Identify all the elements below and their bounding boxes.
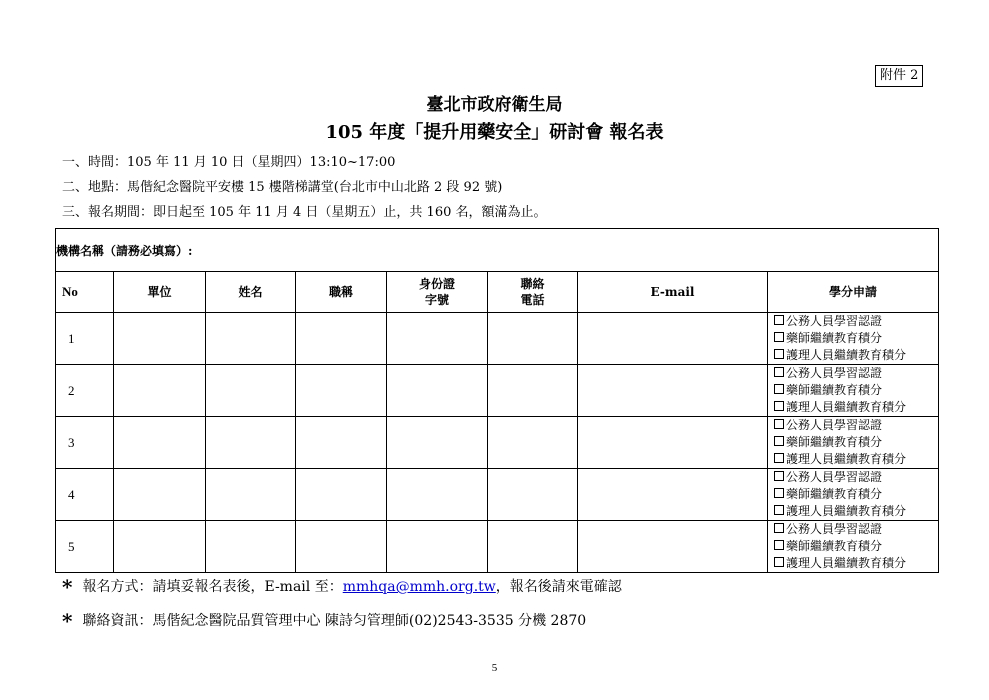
credit-option[interactable]: [774, 434, 938, 451]
email-cell[interactable]: [578, 313, 768, 365]
credit-option-label: 藥師繼續教育積分: [786, 487, 883, 501]
title-agency: 臺北市政府衛生局: [426, 95, 563, 115]
header-title: 職稱: [296, 272, 387, 313]
email-cell[interactable]: [578, 365, 768, 417]
info-time: 一、時間：105 年 11 月 10 日（星期四）13:10~17:00: [62, 155, 396, 170]
name-cell[interactable]: [206, 365, 296, 417]
credit-option[interactable]: [774, 417, 938, 434]
credit-option[interactable]: [774, 503, 938, 520]
email-cell[interactable]: [578, 417, 768, 469]
name-cell[interactable]: [206, 469, 296, 521]
credit-option[interactable]: [774, 521, 938, 538]
credit-option-label: 護理人員繼續教育積分: [786, 400, 907, 414]
unit-cell[interactable]: [114, 365, 206, 417]
title-cell[interactable]: [296, 365, 387, 417]
credit-option[interactable]: [774, 469, 938, 486]
credit-option-label: 公務人員學習認證: [786, 522, 883, 536]
id-cell[interactable]: [387, 469, 488, 521]
unit-cell[interactable]: [114, 521, 206, 573]
phone-cell[interactable]: [488, 469, 578, 521]
checkbox-icon[interactable]: [774, 540, 784, 550]
credit-option[interactable]: [774, 555, 938, 572]
credit-option-label: 公務人員學習認證: [786, 470, 883, 484]
name-cell[interactable]: [206, 521, 296, 573]
credit-option-label: 護理人員繼續教育積分: [786, 556, 907, 570]
credit-option-label: 公務人員學習認證: [786, 366, 883, 380]
credit-cell: [768, 313, 939, 365]
checkbox-icon[interactable]: [774, 419, 784, 429]
table-header-row: [56, 272, 939, 313]
email-cell[interactable]: [578, 521, 768, 573]
registration-suffix: ，報名後請來電確認: [495, 579, 622, 595]
checkbox-icon[interactable]: [774, 367, 784, 377]
table-row: [56, 469, 939, 521]
info-period: 三、報名期間：即日起至 105 年 11 月 4 日（星期五）止，共 160 名，額滿為止。: [62, 205, 547, 220]
table-row: [56, 365, 939, 417]
credit-option[interactable]: [774, 330, 938, 347]
credit-cell: [768, 365, 939, 417]
checkbox-icon[interactable]: [774, 349, 784, 359]
phone-cell[interactable]: [488, 313, 578, 365]
credit-option[interactable]: [774, 347, 938, 364]
row-number: 4: [56, 469, 114, 521]
header-credit: 學分申請: [768, 272, 939, 313]
org-name-field[interactable]: [56, 229, 939, 272]
name-cell[interactable]: [206, 313, 296, 365]
header-phone-line1: 聯絡: [520, 277, 545, 291]
credit-option-label: 藥師繼續教育積分: [786, 383, 883, 397]
header-phone: [488, 272, 578, 313]
credit-option[interactable]: [774, 313, 938, 330]
registration-email-link[interactable]: mmhqa@mmh.org.tw: [342, 579, 496, 595]
checkbox-icon[interactable]: [774, 505, 784, 515]
org-name-label: 機構名稱（請務必填寫）:: [56, 243, 193, 258]
credit-option-label: 藥師繼續教育積分: [786, 331, 883, 345]
registration-prefix: 報名方式：請填妥報名表後，E-mail 至：: [82, 579, 343, 595]
attachment-label: 附件 2: [875, 65, 923, 87]
id-cell[interactable]: [387, 313, 488, 365]
credit-option-label: 護理人員繼續教育積分: [786, 504, 907, 518]
title-cell[interactable]: [296, 313, 387, 365]
id-cell[interactable]: [387, 521, 488, 573]
asterisk-icon: *: [62, 575, 73, 599]
header-name: 姓名: [206, 272, 296, 313]
contact-text: 聯絡資訊：馬偕紀念醫院品質管理中心 陳詩匀管理師(02)2543-3535 分機 2870: [82, 613, 587, 629]
phone-cell[interactable]: [488, 417, 578, 469]
header-id-line1: 身份證: [418, 277, 455, 291]
credit-option[interactable]: [774, 451, 938, 468]
credit-option-label: 公務人員學習認證: [786, 418, 883, 432]
phone-cell[interactable]: [488, 365, 578, 417]
checkbox-icon[interactable]: [774, 488, 784, 498]
row-number: 3: [56, 417, 114, 469]
row-number: 2: [56, 365, 114, 417]
credit-cell: [768, 469, 939, 521]
header-unit: 單位: [114, 272, 206, 313]
note-registration: [62, 575, 622, 599]
credit-option[interactable]: [774, 365, 938, 382]
checkbox-icon[interactable]: [774, 523, 784, 533]
title-cell[interactable]: [296, 521, 387, 573]
header-no: No: [56, 272, 114, 313]
credit-cell: [768, 417, 939, 469]
header-email: E-mail: [578, 272, 768, 313]
registration-table: [55, 228, 939, 573]
asterisk-icon: *: [62, 609, 73, 633]
credit-option[interactable]: [774, 486, 938, 503]
credit-cell: [768, 521, 939, 573]
credit-option-label: 護理人員繼續教育積分: [786, 348, 907, 362]
name-cell[interactable]: [206, 417, 296, 469]
credit-option-label: 藥師繼續教育積分: [786, 435, 883, 449]
id-cell[interactable]: [387, 365, 488, 417]
title-form: 105 年度「提升用藥安全」研討會 報名表: [325, 122, 664, 143]
credit-option-label: 公務人員學習認證: [786, 314, 883, 328]
credit-option[interactable]: [774, 382, 938, 399]
credit-option[interactable]: [774, 538, 938, 555]
note-contact: [62, 609, 587, 633]
checkbox-icon[interactable]: [774, 436, 784, 446]
checkbox-icon[interactable]: [774, 471, 784, 481]
checkbox-icon[interactable]: [774, 332, 784, 342]
id-cell[interactable]: [387, 417, 488, 469]
checkbox-icon[interactable]: [774, 401, 784, 411]
row-number: 5: [56, 521, 114, 573]
title-cell[interactable]: [296, 417, 387, 469]
title-cell[interactable]: [296, 469, 387, 521]
unit-cell[interactable]: [114, 469, 206, 521]
phone-cell[interactable]: [488, 521, 578, 573]
header-id: [387, 272, 488, 313]
table-row: [56, 313, 939, 365]
table-row: [56, 417, 939, 469]
checkbox-icon[interactable]: [774, 384, 784, 394]
header-id-line2: 字號: [424, 293, 449, 307]
unit-cell[interactable]: [114, 313, 206, 365]
table-row: [56, 521, 939, 573]
unit-cell[interactable]: [114, 417, 206, 469]
header-phone-line2: 電話: [520, 293, 545, 307]
checkbox-icon[interactable]: [774, 557, 784, 567]
row-number: 1: [56, 313, 114, 365]
credit-option[interactable]: [774, 399, 938, 416]
page-number: 5: [491, 662, 498, 674]
email-cell[interactable]: [578, 469, 768, 521]
checkbox-icon[interactable]: [774, 315, 784, 325]
checkbox-icon[interactable]: [774, 453, 784, 463]
credit-option-label: 藥師繼續教育積分: [786, 539, 883, 553]
credit-option-label: 護理人員繼續教育積分: [786, 452, 907, 466]
info-location: 二、地點：馬偕紀念醫院平安樓 15 樓階梯講堂(台北市中山北路 2 段 92 號): [62, 180, 503, 195]
